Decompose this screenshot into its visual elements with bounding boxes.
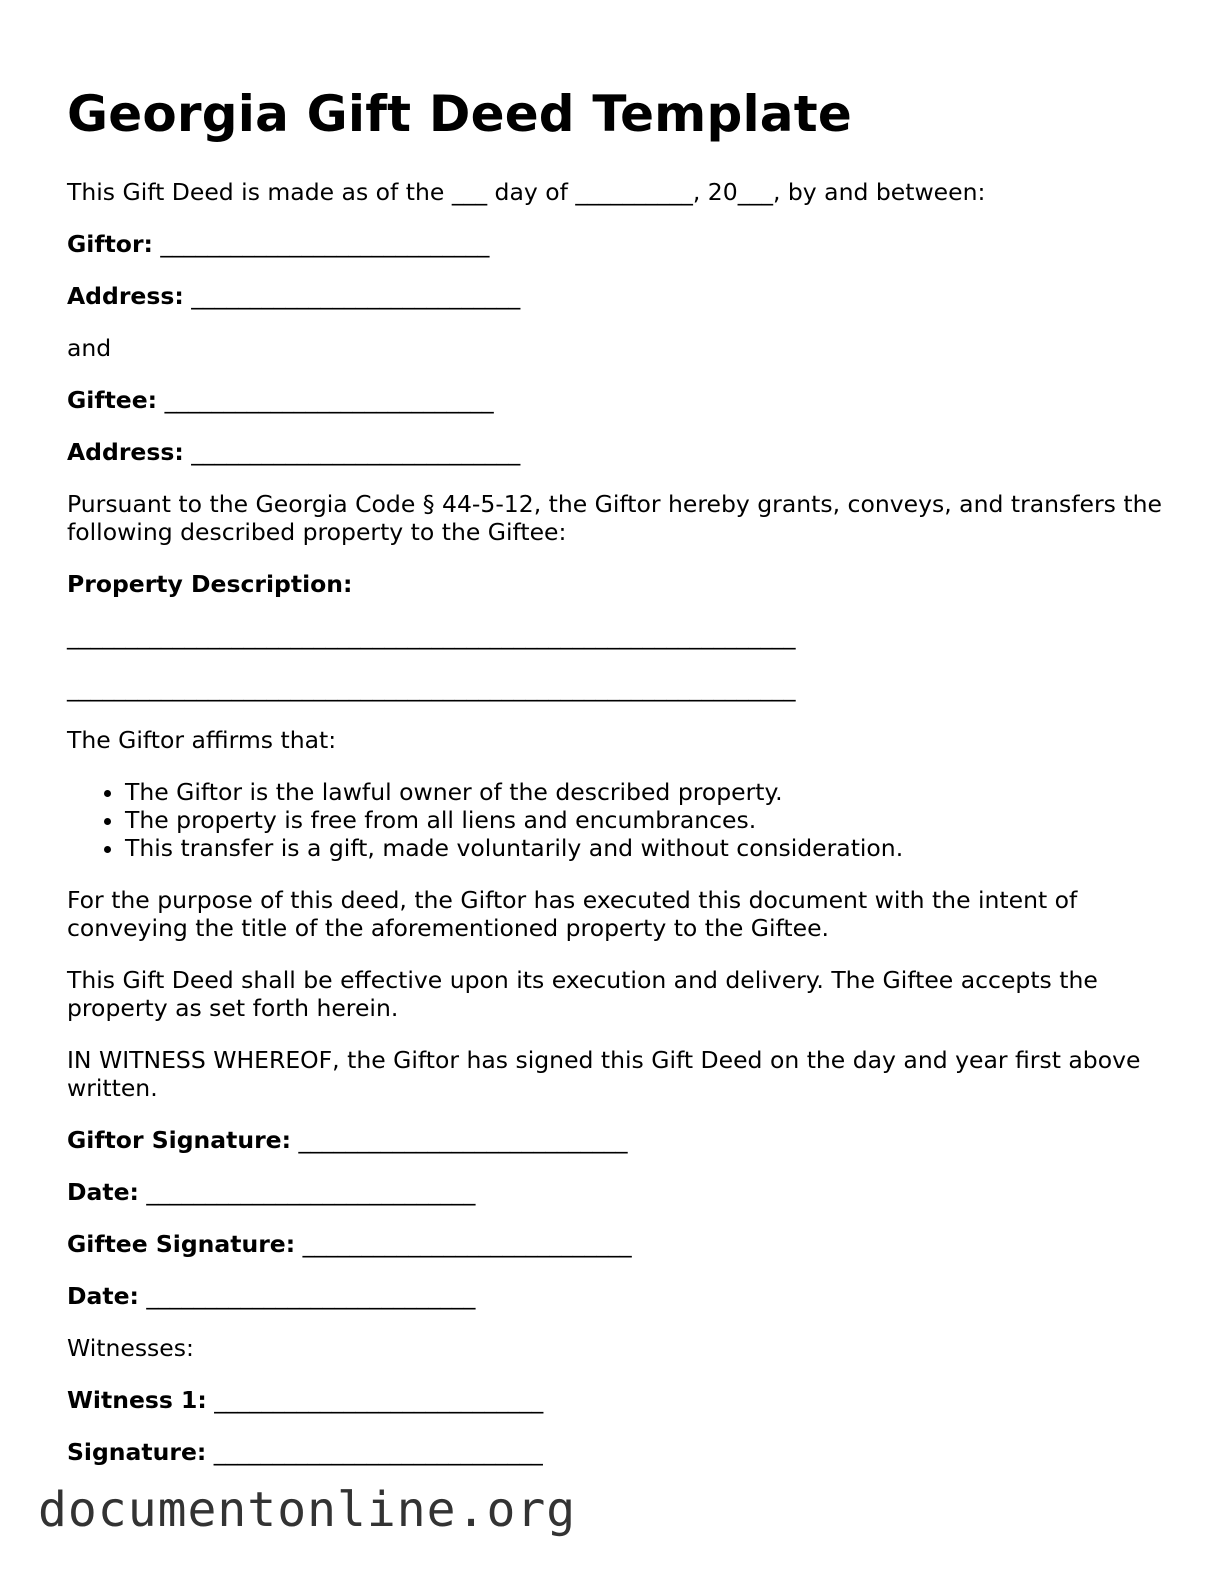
giftee-date-field [67,1282,1187,1310]
affirmation-item: • The Giftor is the lawful owner of the described property. [125,778,1187,806]
giftor-address-blank: ____________________________ [191,282,521,310]
giftee-signature-field [67,1230,1187,1258]
giftor-signature-field [67,1126,1187,1154]
giftee-signature-label: Giftee Signature: [67,1230,296,1258]
giftee-address-field [67,438,1187,466]
document-title: Georgia Gift Deed Template [67,85,852,143]
witness-1-label: Witness 1: [67,1386,207,1414]
affirmation-item: • This transfer is a gift, made voluntarily and without consideration. [125,834,1187,862]
giftee-date-blank: ____________________________ [146,1282,476,1310]
giftor-address-field [67,282,1187,310]
giftor-signature-label: Giftor Signature: [67,1126,291,1154]
property-description-line-1: ______________________________________________________________ [67,622,796,650]
affirm-intro: The Giftor affirms that: [67,726,337,754]
intro-paragraph: This Gift Deed is made as of the ___ day of __________, 20___, by and between: [67,178,986,206]
giftee-blank: ____________________________ [164,386,494,414]
giftor-address-label: Address: [67,282,184,310]
purpose-paragraph: For the purpose of this deed, the Giftor has executed this document with the intent of conveying the title of the aforementioned property to the Giftee. [67,886,1078,942]
giftee-field [67,386,1187,414]
giftee-label: Giftee: [67,386,158,414]
document-page [67,80,1187,1490]
giftor-date-blank: ____________________________ [146,1178,476,1206]
giftor-label: Giftor: [67,230,153,258]
witnesses-label: Witnesses: [67,1334,194,1362]
pursuant-paragraph: Pursuant to the Georgia Code § 44-5-12, the Giftor hereby grants, conveys, and transfers the following described property to the Giftee: [67,490,1162,546]
witness-1-signature-blank: ____________________________ [213,1438,543,1466]
giftor-field [67,230,1187,258]
witness-1-blank: ____________________________ [214,1386,544,1414]
and-text: and [67,334,112,362]
giftor-date-field [67,1178,1187,1206]
giftee-address-blank: ____________________________ [191,438,521,466]
giftee-address-label: Address: [67,438,184,466]
affirmations-list [67,778,1187,862]
giftor-blank: ____________________________ [160,230,490,258]
property-description-label: Property Description: [67,570,353,598]
property-description-line-2: ______________________________________________________________ [67,674,796,702]
affirmation-item: • The property is free from all liens and encumbrances. [125,806,1187,834]
giftee-date-label: Date: [67,1282,139,1310]
giftee-signature-blank: ____________________________ [302,1230,632,1258]
witness-1-signature-field [67,1438,1187,1466]
giftor-date-label: Date: [67,1178,139,1206]
watermark-logo: documentonline.org [38,1482,577,1538]
witness-1-field [67,1386,1187,1414]
witness-1-signature-label: Signature: [67,1438,207,1466]
witness-whereof-paragraph: IN WITNESS WHEREOF, the Giftor has signed this Gift Deed on the day and year first above written. [67,1046,1141,1102]
giftor-signature-blank: ____________________________ [298,1126,628,1154]
effective-paragraph: This Gift Deed shall be effective upon its execution and delivery. The Giftee accepts the property as set forth herein. [67,966,1098,1022]
